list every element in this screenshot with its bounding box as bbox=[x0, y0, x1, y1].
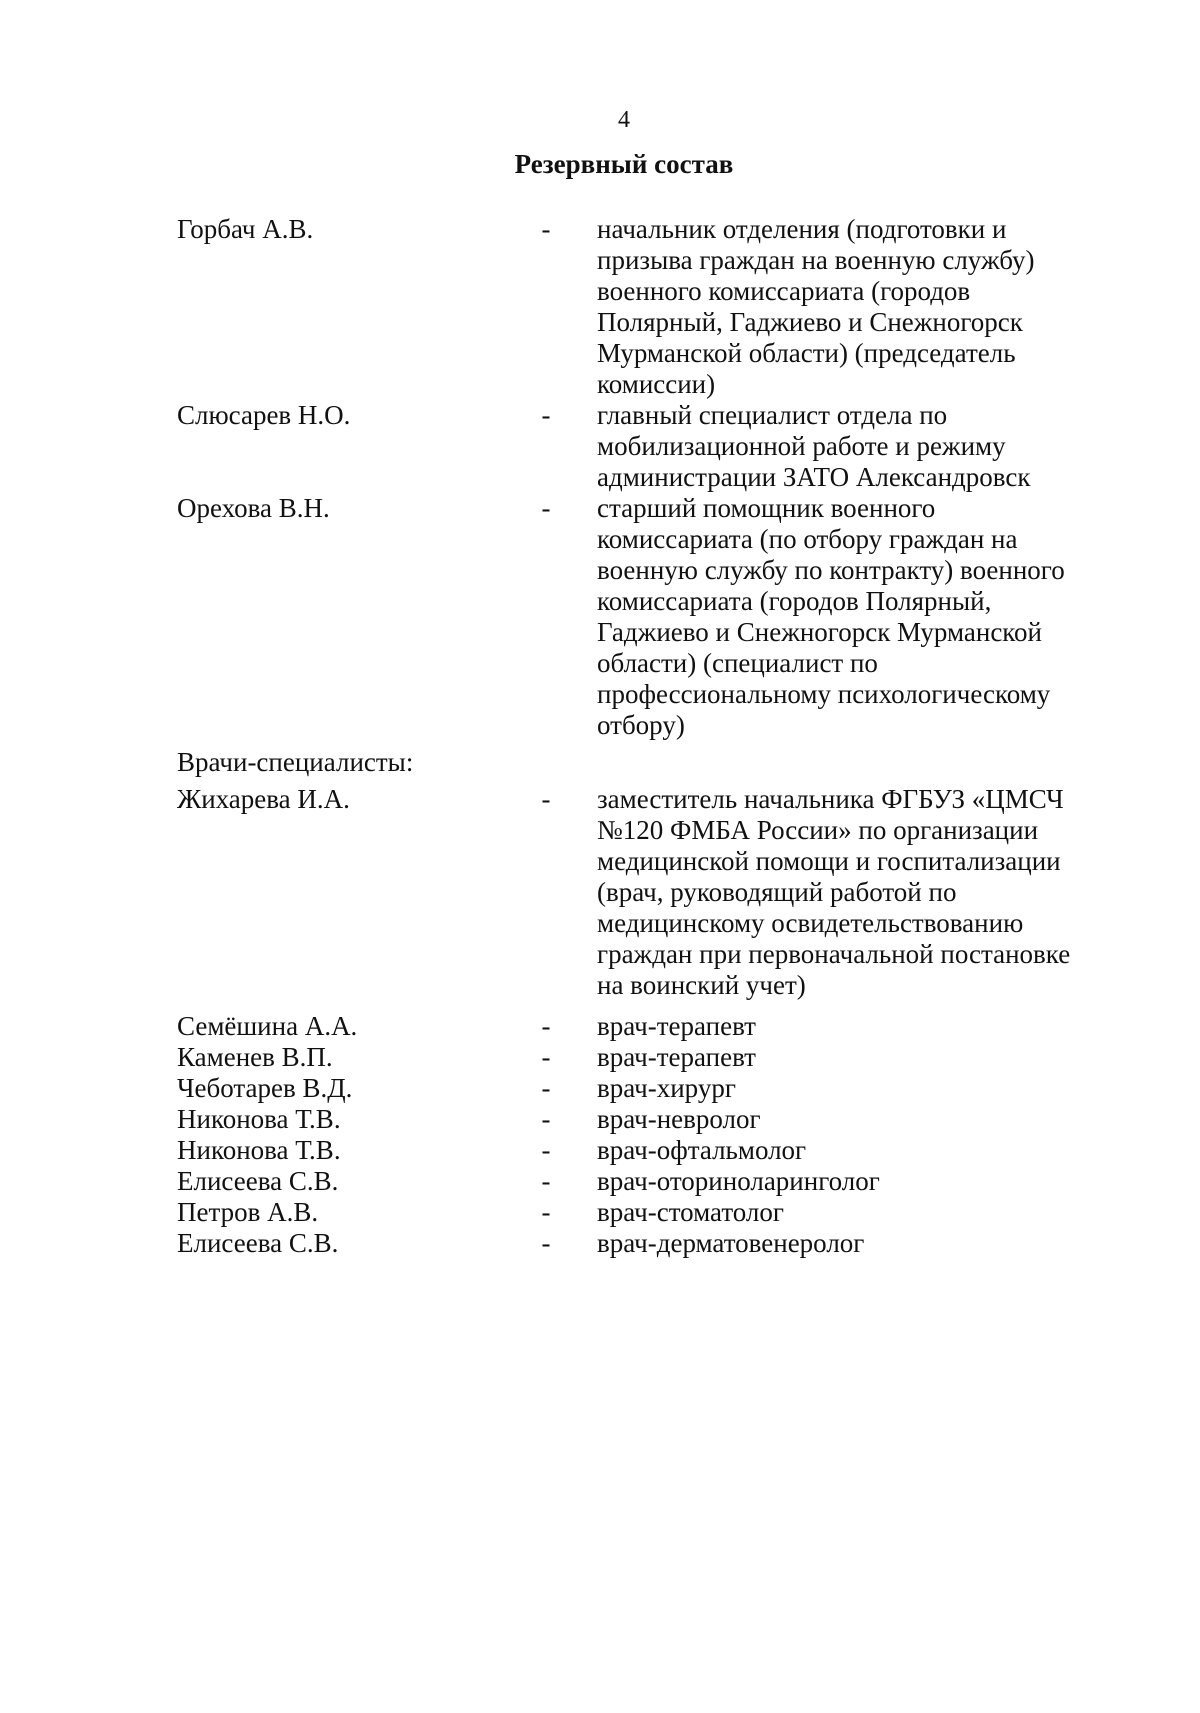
member-description: главный специалист отдела по мобилизационной работе и режиму администрации ЗАТО Александровск bbox=[597, 400, 1031, 492]
member-description: начальник отделения (подготовки и призыва граждан на военную службу) военного комиссариата (городов Полярный, Гаджиево и Снежногорск Мурманской области) (председатель комиссии) bbox=[597, 214, 1035, 399]
doctor-row bbox=[0, 1073, 1200, 1104]
doctor-row bbox=[0, 1135, 1200, 1166]
member-name: Семёшина А.А. bbox=[177, 1011, 358, 1041]
doctor-row bbox=[0, 1228, 1200, 1259]
doctor-row bbox=[0, 1104, 1200, 1135]
member-description: врач-дерматовенеролог bbox=[597, 1228, 865, 1258]
member-description: врач-хирург bbox=[597, 1073, 736, 1103]
member-dash: - bbox=[541, 1135, 551, 1165]
member-description: врач-офтальмолог bbox=[597, 1135, 807, 1165]
member-dash: - bbox=[541, 1197, 551, 1227]
member-dash: - bbox=[541, 1228, 551, 1258]
member-name: Жихарева И.А. bbox=[177, 784, 350, 814]
member-row bbox=[0, 493, 1200, 741]
member-name: Слюсарев Н.О. bbox=[177, 400, 351, 430]
member-dash: - bbox=[541, 400, 551, 430]
member-description: старший помощник военного комиссариата (по отбору граждан на военную службу по контракту) военного комиссариата (городов Полярный, Гаджиево и Снежногорск Мурманской области) (специалист по профессиональному психологическому отбору) bbox=[597, 493, 1065, 740]
member-name: Горбач А.В. bbox=[177, 214, 314, 244]
member-list bbox=[0, 214, 1200, 1259]
member-description: заместитель начальника ФГБУЗ «ЦМСЧ №120 ФМБА России» по организации медицинской помощи и госпитализации (врач, руководящий работой по медицинскому освидетельствованию граждан при первоначальной постановке на воинский учет) bbox=[597, 784, 1071, 1000]
member-name: Петров А.В. bbox=[177, 1197, 319, 1227]
page-number: 4 bbox=[618, 107, 630, 133]
member-name: Каменев В.П. bbox=[177, 1042, 333, 1072]
doctor-row bbox=[0, 1197, 1200, 1228]
member-description: врач-терапевт bbox=[597, 1042, 756, 1072]
doctor-row bbox=[0, 1042, 1200, 1073]
member-description: врач-оториноларинголог bbox=[597, 1166, 880, 1196]
page-title: Резервный состав bbox=[514, 149, 734, 179]
member-dash: - bbox=[541, 1104, 551, 1134]
member-dash: - bbox=[541, 1166, 551, 1196]
member-row bbox=[0, 400, 1200, 493]
member-description: врач-стоматолог bbox=[597, 1197, 784, 1227]
member-name: Никонова Т.В. bbox=[177, 1104, 341, 1134]
doctors-heading: Врачи-специалисты: bbox=[177, 747, 414, 777]
member-name: Елисеева С.В. bbox=[177, 1228, 339, 1258]
doctor-row bbox=[0, 1166, 1200, 1197]
member-name: Чеботарев В.Д. bbox=[177, 1073, 353, 1103]
member-description: врач-терапевт bbox=[597, 1011, 756, 1041]
doctor-row bbox=[0, 1011, 1200, 1042]
member-dash: - bbox=[541, 493, 551, 523]
member-dash: - bbox=[541, 1073, 551, 1103]
member-description: врач-невролог bbox=[597, 1104, 761, 1134]
member-name: Елисеева С.В. bbox=[177, 1166, 339, 1196]
member-dash: - bbox=[541, 784, 551, 814]
member-row bbox=[0, 214, 1200, 400]
member-dash: - bbox=[541, 214, 551, 244]
member-dash: - bbox=[541, 1042, 551, 1072]
doctor-lead-row bbox=[0, 784, 1200, 1001]
member-name: Орехова В.Н. bbox=[177, 493, 330, 523]
member-dash: - bbox=[541, 1011, 551, 1041]
member-name: Никонова Т.В. bbox=[177, 1135, 341, 1165]
